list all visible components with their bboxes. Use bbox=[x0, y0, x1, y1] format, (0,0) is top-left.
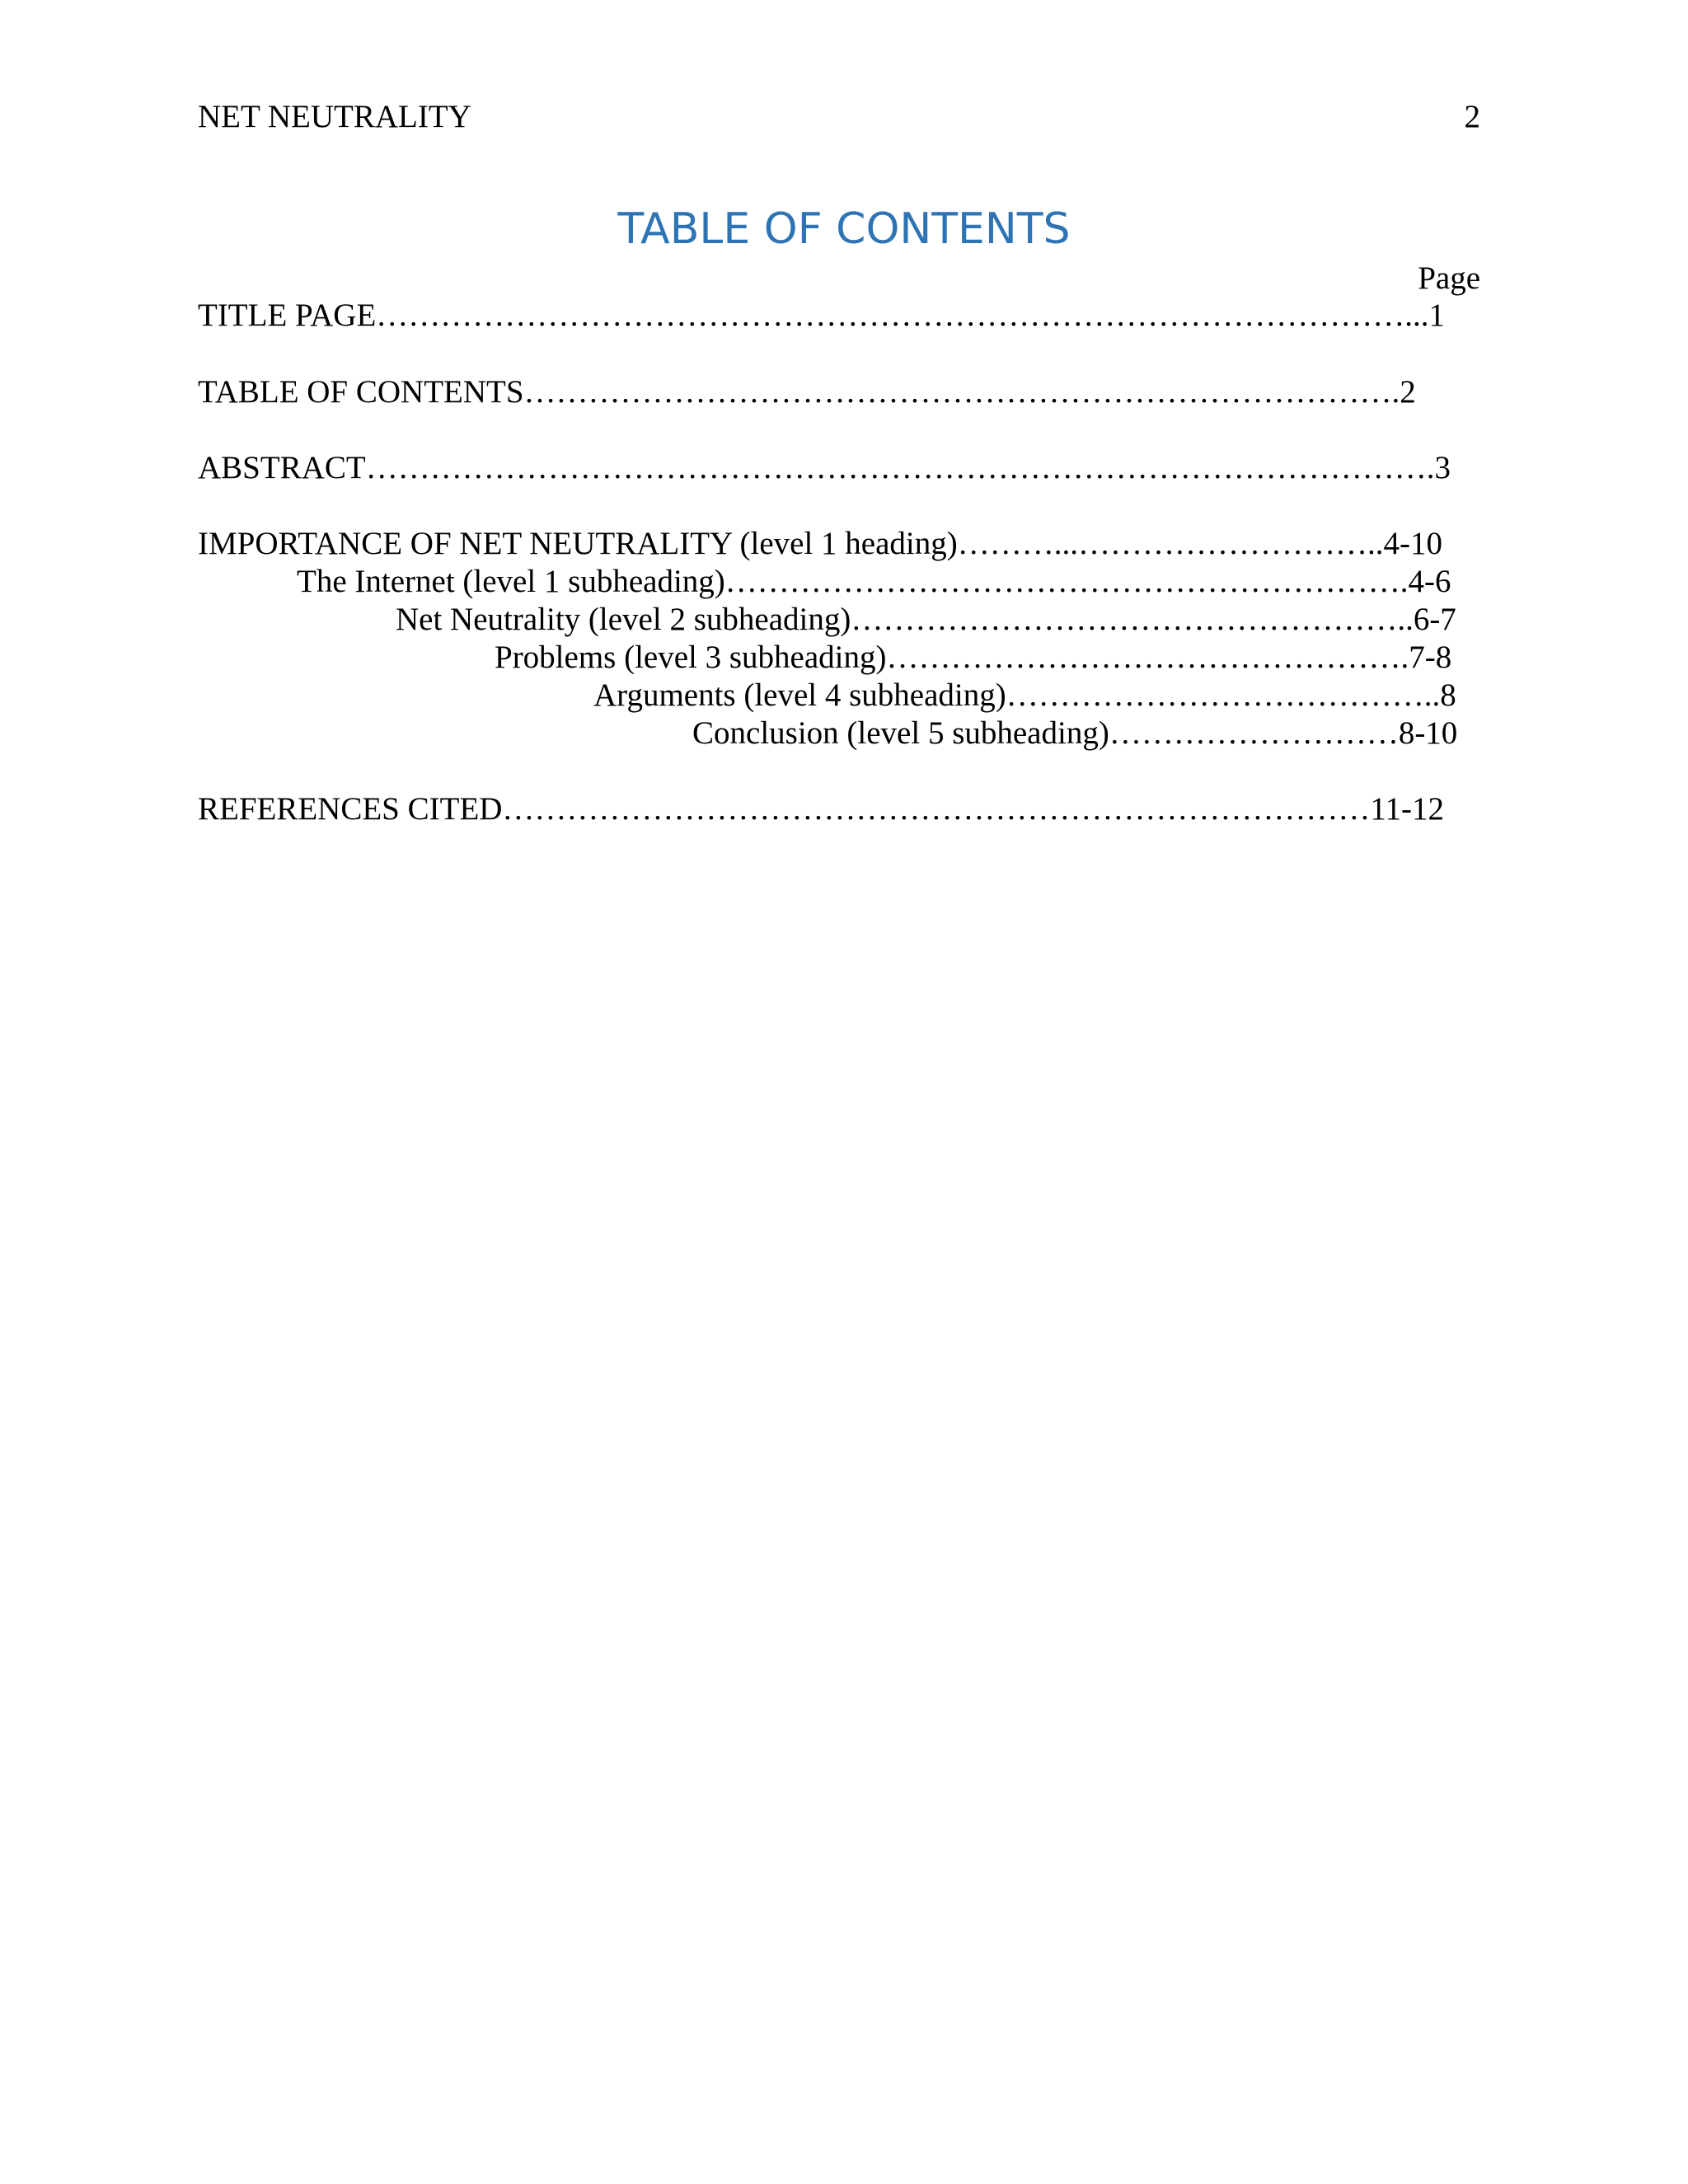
toc-entry-importance: IMPORTANCE OF NET NEUTRALITY (level 1 heading)………...………………………..4-10 bbox=[198, 526, 1442, 561]
toc-entry-title-page: TITLE PAGE……………………………………………………………………………………...1 bbox=[198, 298, 1446, 333]
toc-title: TABLE OF CONTENTS bbox=[617, 204, 1071, 254]
toc-entry-table-of-contents: TABLE OF CONTENTS……………………………………………………………………….2 bbox=[198, 374, 1416, 410]
page-number: 2 bbox=[1464, 99, 1480, 134]
toc-entry-problems: Problems (level 3 subheading)………………………………………….7-8 bbox=[495, 640, 1452, 675]
toc-entry-abstract: ABSTRACT……………………………………………………………………………………….3 bbox=[198, 450, 1451, 485]
toc-entry-internet: The Internet (level 1 subheading)……………………………………………………….4-6 bbox=[297, 564, 1451, 599]
toc-entry-net-neutrality: Net Neutrality (level 2 subheading)……………………………………………..6-7 bbox=[396, 602, 1456, 637]
toc-entry-conclusion: Conclusion (level 5 subheading)………………………8-10 bbox=[692, 715, 1458, 751]
toc-entry-references: REFERENCES CITED………………………………………………………………………11-12 bbox=[198, 791, 1444, 827]
page-column-label: Page bbox=[1418, 260, 1480, 296]
toc-entry-arguments: Arguments (level 4 subheading)…………………………………..8 bbox=[593, 677, 1456, 713]
running-head: NET NEUTRALITY bbox=[198, 99, 471, 134]
